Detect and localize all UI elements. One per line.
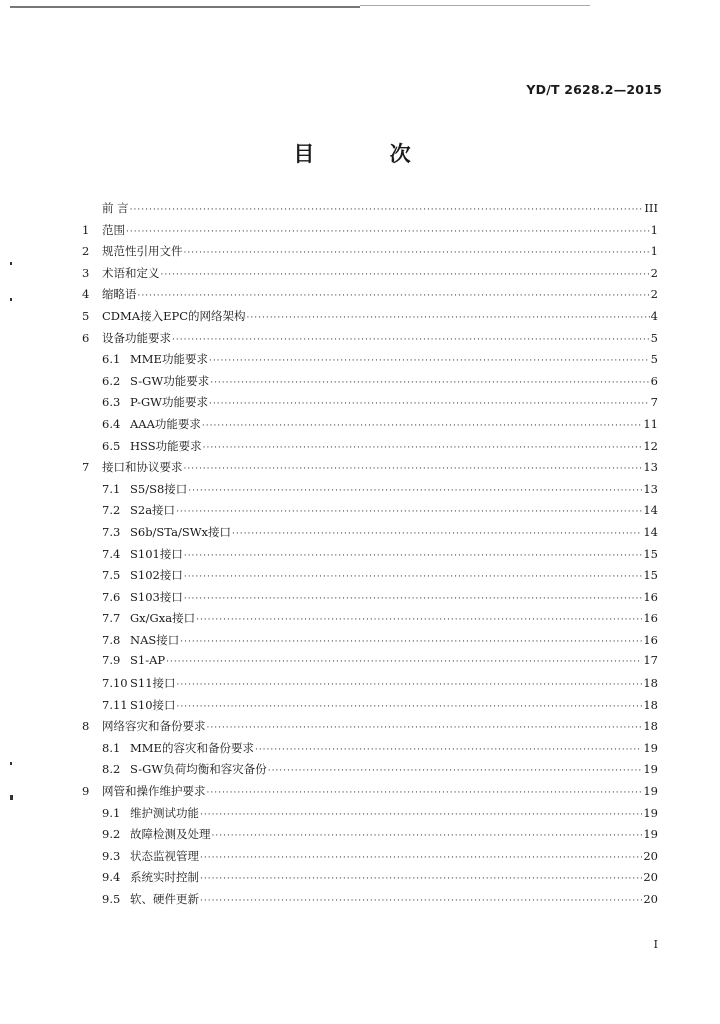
toc-entry-title: 系统实时控制 [130,870,199,885]
toc-entry[interactable] [82,632,658,654]
toc-entry-number: 9.4 [102,870,121,885]
toc-entry[interactable] [82,783,658,805]
dot-leader [212,831,643,841]
toc-entry-page: 2 [650,265,658,280]
dot-leader [196,615,642,625]
toc-entry-title: S5/S8接口 [130,481,188,496]
toc-entry-number: 5 [82,308,90,323]
dot-leader [130,205,644,215]
toc-entry-page: 14 [643,524,658,539]
toc-entry-page: 13 [643,481,658,496]
toc-entry[interactable] [82,308,658,330]
toc-entry-page: 18 [643,676,658,691]
toc-entry[interactable] [82,546,658,568]
toc-entry[interactable] [82,330,658,352]
dot-leader [184,551,643,561]
toc-entry[interactable] [82,805,658,827]
toc-entry-number: 7.8 [102,632,121,647]
toc-entry[interactable] [82,200,658,222]
toc-entry-title: 维护测试功能 [130,805,199,820]
toc-entry[interactable] [82,891,658,913]
toc-entry[interactable] [82,394,658,416]
toc-entry-page: 16 [643,589,658,604]
scan-speck [10,795,13,800]
toc-entry[interactable] [82,653,658,675]
dot-leader [247,313,650,323]
dot-leader [184,464,643,474]
toc-entry-title: S1-AP [130,653,166,668]
toc-entry-page: 18 [643,697,658,712]
dot-leader [209,399,650,409]
dot-leader [184,248,650,258]
toc-entry-page: 19 [643,740,658,755]
toc-entry-title: 状态监视管理 [130,848,199,863]
toc-entry-page: 19 [643,827,658,842]
toc-entry-page: 15 [643,568,658,583]
dot-leader [200,896,642,906]
toc-entry-title: S102接口 [130,568,183,583]
toc-entry-page: 5 [650,352,658,367]
toc-entry-title: S-GW功能要求 [130,373,210,388]
toc-entry-title: CDMA接入EPC的网络架构 [102,308,246,323]
toc-entry-page: 2 [650,287,658,302]
top-rule-thin [360,5,590,6]
toc-entry-number: 2 [82,244,90,259]
dot-leader [166,657,642,667]
toc-entry-number: 7.4 [102,546,121,561]
toc-entry-number: 7.3 [102,524,121,539]
page-title: 目 次 [293,142,445,166]
scan-speck [10,262,12,265]
toc-entry-page: 20 [643,848,658,863]
toc-entry[interactable] [82,373,658,395]
toc-entry[interactable] [82,243,658,265]
dot-leader [200,853,642,863]
dot-leader [209,356,650,366]
toc-entry[interactable] [82,740,658,762]
dot-leader [268,766,643,776]
toc-entry[interactable] [82,438,658,460]
dot-leader [177,702,643,712]
toc-entry-title: MME功能要求 [130,352,208,367]
toc-entry-title: 故障检测及处理 [130,827,211,842]
toc-entry-page: 17 [643,653,658,668]
toc-entry-title: MME的容灾和备份要求 [130,740,254,755]
dot-leader [176,507,642,517]
toc-entry-number: 6.5 [102,438,121,453]
toc-entry-number: 9.2 [102,827,121,842]
toc-entry-title: 规范性引用文件 [102,244,183,259]
toc-entry-number: 4 [82,287,90,302]
toc-entry-number: 7 [82,460,90,475]
toc-entry[interactable] [82,567,658,589]
toc-entry[interactable] [82,697,658,719]
toc-entry-number: 8.2 [102,762,121,777]
toc-entry-title: S103接口 [130,589,183,604]
toc-entry-number: 7.2 [102,503,121,518]
dot-leader [184,572,643,582]
toc-entry-number: 1 [82,222,90,237]
page-number: I [653,938,658,951]
toc-entry-number: 6.3 [102,395,121,410]
toc-entry-page: 20 [643,892,658,906]
table-of-contents [82,200,658,913]
dot-leader [207,788,643,798]
dot-leader [207,723,643,733]
toc-entry-number: 7.11 [102,697,128,712]
toc-entry[interactable] [82,610,658,632]
scan-speck [10,298,12,301]
toc-entry-number: 6.4 [102,416,121,431]
toc-entry[interactable] [82,589,658,611]
toc-entry[interactable] [82,481,658,503]
toc-entry-title: S10接口 [130,697,176,712]
toc-entry-page: III [644,201,658,215]
toc-entry-page: 5 [650,330,658,345]
dot-leader [188,486,642,496]
toc-entry-number: 7.1 [102,481,121,496]
toc-entry-page: 14 [643,503,658,518]
toc-entry-page: 13 [643,460,658,475]
toc-entry-page: 16 [643,632,658,647]
toc-entry-title: 术语和定义 [102,265,160,280]
toc-entry-page: 19 [643,762,658,777]
toc-entry[interactable] [82,718,658,740]
dot-leader [202,421,642,431]
toc-entry-number: 9.5 [102,892,121,906]
toc-entry-title: 网络容灾和备份要求 [102,719,206,734]
toc-entry[interactable] [82,848,658,870]
dot-leader [203,443,643,453]
toc-entry-page: 4 [650,308,658,323]
dot-leader [177,680,643,690]
toc-entry-number: 9.1 [102,805,121,820]
toc-entry-title: 网管和操作维护要求 [102,784,206,799]
toc-entry[interactable] [82,416,658,438]
toc-entry[interactable] [82,761,658,783]
toc-entry-title: NAS接口 [130,632,180,647]
toc-entry-title: S-GW负荷均衡和容灾备份 [130,762,267,777]
toc-entry-page: 7 [650,395,658,410]
toc-entry-number: 9 [82,784,90,799]
toc-entry[interactable] [82,286,658,308]
toc-entry[interactable] [82,265,658,287]
top-rule [10,6,360,8]
toc-entry-number: 7.9 [102,653,121,668]
dot-leader [126,227,650,237]
toc-entry[interactable] [82,675,658,697]
toc-entry-number: 8 [82,719,90,734]
toc-entry-page: 19 [643,784,658,799]
toc-entry[interactable] [82,869,658,891]
standard-code: YD/T 2628.2—2015 [526,82,662,97]
dot-leader [210,378,649,388]
toc-entry-number: 7.5 [102,568,121,583]
toc-entry-number: 6.1 [102,352,121,367]
toc-entry-page: 11 [643,416,658,431]
dot-leader [172,335,650,345]
dot-leader [138,291,650,301]
toc-entry[interactable] [82,502,658,524]
toc-entry-number: 6.2 [102,373,121,388]
dot-leader [161,270,650,280]
toc-entry[interactable] [82,222,658,244]
toc-entry-title: 前 言 [102,201,129,215]
scan-speck [10,762,12,765]
toc-entry-page: 20 [643,870,658,885]
dot-leader [184,594,643,604]
toc-entry-title: AAA功能要求 [130,416,201,431]
dot-leader [200,810,642,820]
toc-entry-number: 9.3 [102,848,121,863]
toc-entry-title: 设备功能要求 [102,330,171,345]
toc-entry-number: 3 [82,265,90,280]
toc-entry-title: Gx/Gxa接口 [130,611,196,626]
toc-entry-page: 19 [643,805,658,820]
toc-entry-title: HSS功能要求 [130,438,202,453]
toc-entry-number: 6 [82,330,90,345]
toc-entry-number: 8.1 [102,740,121,755]
dot-leader [200,874,642,884]
toc-entry-page: 1 [650,222,658,237]
toc-entry-title: P-GW功能要求 [130,395,209,410]
toc-entry[interactable] [82,826,658,848]
toc-entry-number: 7.10 [102,676,128,691]
toc-entry[interactable] [82,524,658,546]
toc-entry-title: S6b/STa/SWx接口 [130,524,232,539]
toc-entry-title: S2a接口 [130,503,176,518]
toc-entry-number: 7.7 [102,611,121,626]
toc-entry[interactable] [82,459,658,481]
toc-entry-page: 16 [643,611,658,626]
dot-leader [180,637,642,647]
toc-entry-title: 范围 [102,222,125,237]
toc-entry[interactable] [82,351,658,373]
toc-entry-page: 18 [643,719,658,734]
toc-entry-title: 接口和协议要求 [102,460,183,475]
toc-entry-title: 缩略语 [102,287,137,302]
toc-entry-page: 6 [650,373,658,388]
toc-entry-page: 15 [643,546,658,561]
toc-entry-page: 12 [643,438,658,453]
toc-entry-title: S11接口 [130,676,176,691]
toc-entry-number: 7.6 [102,589,121,604]
toc-entry-title: S101接口 [130,546,183,561]
toc-entry-page: 1 [650,244,658,259]
toc-entry-title: 软、硬件更新 [130,892,199,906]
dot-leader [232,529,642,539]
dot-leader [255,745,642,755]
